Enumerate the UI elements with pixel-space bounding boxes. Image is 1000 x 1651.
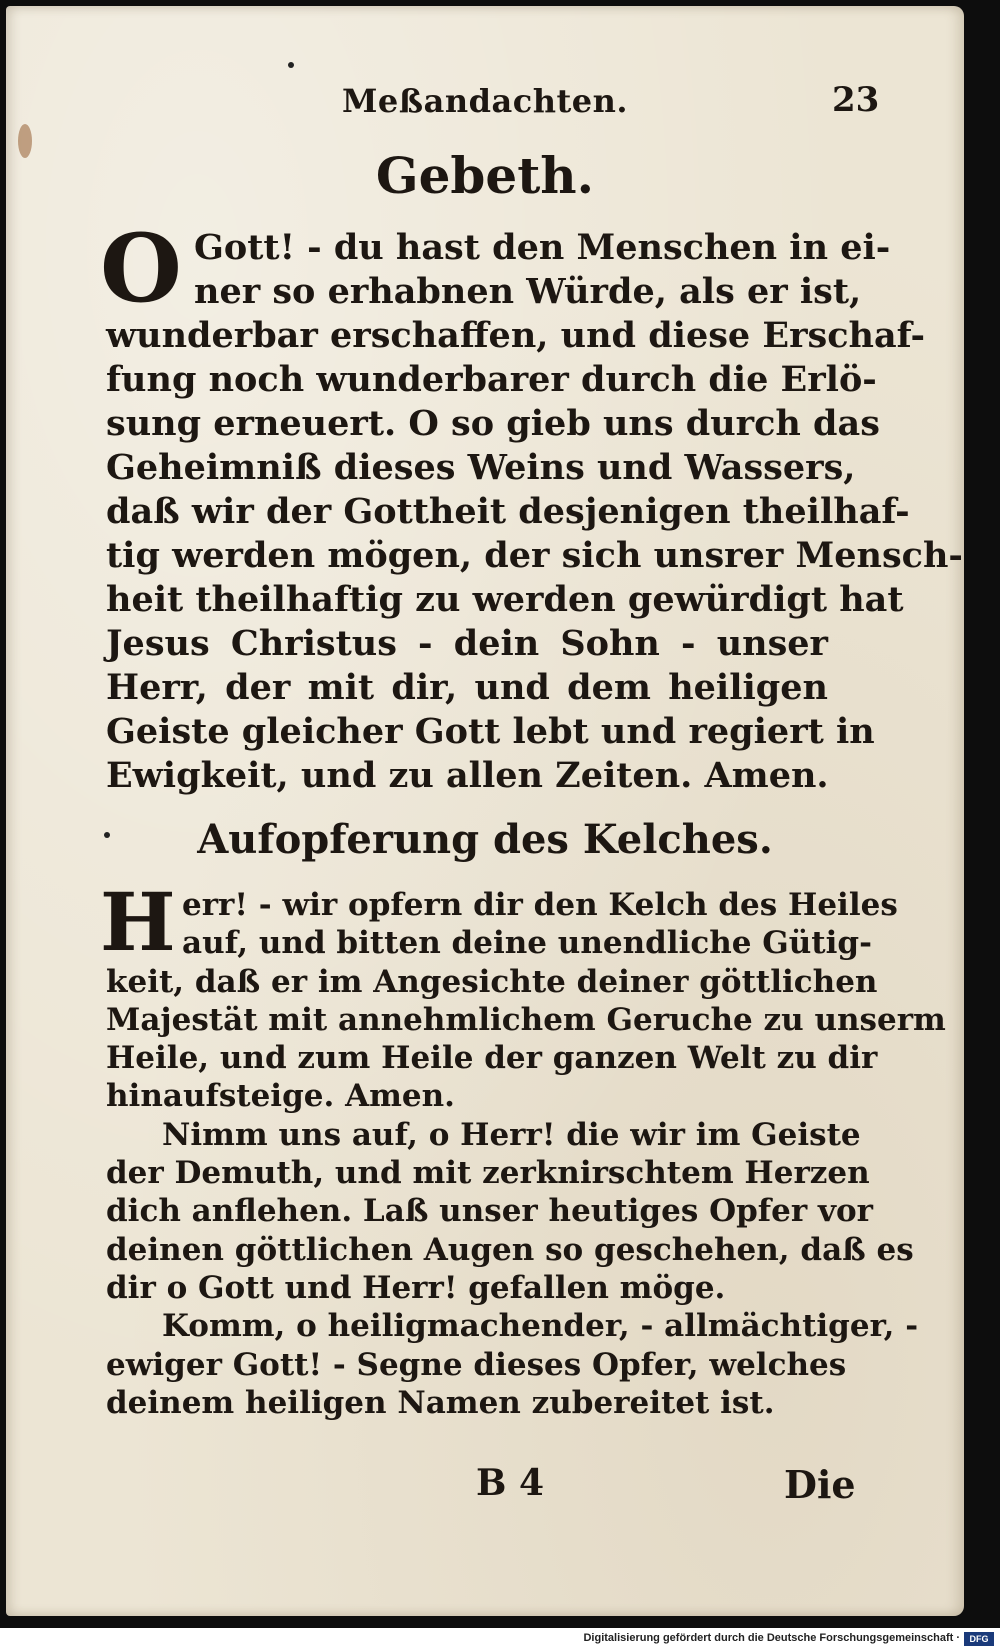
page-number: 23: [832, 80, 880, 120]
text-line: heit theilhaftig zu werden gewürdigt hat: [106, 579, 904, 620]
funding-credit: Digitalisierung gefördert durch die Deutsche Forschungsgemeinschaft ·: [583, 1632, 960, 1644]
text-line: deinen göttlichen Augen so geschehen, daß es: [106, 1231, 914, 1268]
text-line: wunderbar erschaffen, und diese Erschaf-: [106, 315, 925, 356]
book-page: [6, 6, 964, 1616]
text-line: Jesus Christus - dein Sohn - unser: [106, 623, 828, 664]
text-line: auf, und bitten deine unendliche Gütig-: [182, 925, 872, 962]
text-line: Heile, und zum Heile der ganzen Welt zu dir: [106, 1040, 878, 1077]
text-line: Gott! - du hast den Menschen in ei-: [194, 227, 891, 268]
text-line: ewiger Gott! - Segne dieses Opfer, welches: [106, 1346, 847, 1383]
section-heading-aufopferung: Aufopferung des Kelches.: [197, 816, 773, 863]
text-line: dir o Gott und Herr! gefallen möge.: [106, 1269, 726, 1306]
text-line: err! - wir opfern dir den Kelch des Heiles: [182, 887, 898, 923]
catchword: Die: [784, 1462, 856, 1507]
text-line: hinaufsteige. Amen.: [106, 1078, 455, 1115]
text-line: deinem heiligen Namen zubereitet ist.: [106, 1384, 775, 1421]
text-line: sung erneuert. O so gieb uns durch das: [106, 403, 880, 444]
text-line: Ewigkeit, und zu allen Zeiten. Amen.: [106, 755, 829, 796]
text-line: keit, daß er im Angesichte deiner göttlichen: [106, 963, 878, 1000]
text-line: Majestät mit annehmlichem Geruche zu unserm: [106, 1001, 946, 1038]
text-line: daß wir der Gottheit desjenigen theilhaf-: [106, 491, 910, 532]
text-line: Geheimniß dieses Weins und Wassers,: [106, 447, 856, 488]
text-line: Herr, der mit dir, und dem heiligen: [106, 667, 828, 708]
text-line: tig werden mögen, der sich unsrer Mensch-: [106, 535, 963, 576]
text-line: Geiste gleicher Gott lebt und regiert in: [106, 711, 875, 752]
dfg-logo: DFG: [964, 1632, 994, 1646]
text-line: dich anflehen. Laß unser heutiges Opfer vor: [106, 1193, 873, 1230]
digitization-footer: [0, 1628, 1000, 1651]
text-line: der Demuth, und mit zerknirschtem Herzen: [106, 1155, 870, 1192]
running-head: Meßandachten.: [342, 82, 628, 120]
ink-dot: [288, 62, 294, 68]
section-heading-gebeth: Gebeth.: [375, 146, 595, 205]
text-line: fung noch wunderbarer durch die Erlö-: [106, 359, 877, 400]
signature-mark: B 4: [476, 1462, 545, 1504]
drop-cap: H: [100, 875, 176, 969]
prayer-text-gebeth: [100, 214, 963, 798]
text-line: Nimm uns auf, o Herr! die wir im Geiste: [162, 1116, 861, 1153]
text-line: ner so erhabnen Würde, als er ist,: [194, 271, 862, 312]
text-line: Komm, o heiligmachender, - allmächtiger, -: [162, 1308, 919, 1345]
prayer-text-aufopferung: [100, 875, 946, 1422]
drop-cap: O: [100, 214, 182, 324]
